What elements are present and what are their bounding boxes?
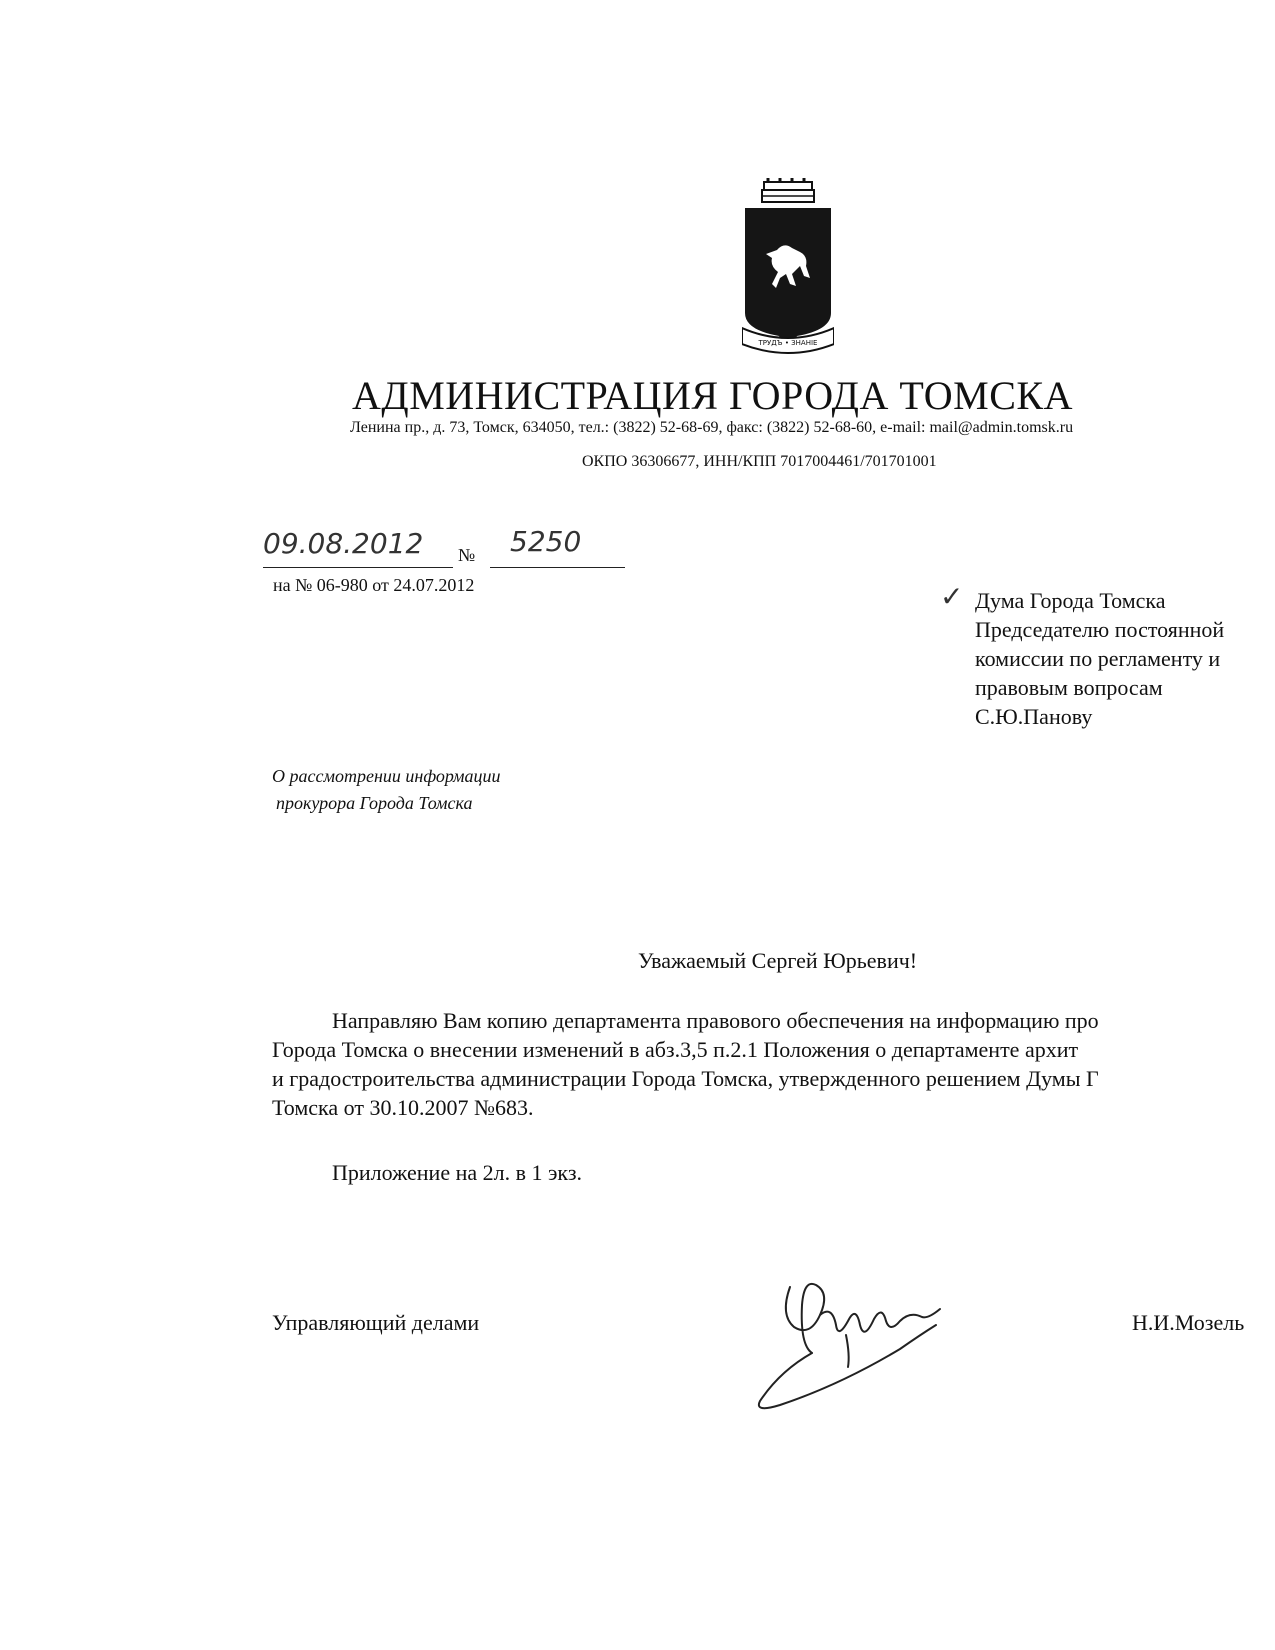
salutation: Уважаемый Сергей Юрьевич! [638,948,918,973]
date-underline [263,567,453,568]
number-underline [490,567,625,568]
body-line: и градостроительства администрации Города Томска, утвержденного решением Думы Г [272,1066,1099,1091]
organization-title: АДМИНИСТРАЦИЯ ГОРОДА ТОМСКА [352,373,1073,418]
svg-text:ТРУДЪ • ЗНАНIЕ: ТРУДЪ • ЗНАНIЕ [758,339,818,347]
reference-number: на № 06-980 от 24.07.2012 [273,575,475,595]
number-label: № [458,545,476,565]
addressee-line: Дума Города Томска [975,588,1166,613]
addressee-line: правовым вопросам [975,675,1163,700]
body-line: Томска от 30.10.2007 №683. [272,1095,534,1120]
handwritten-number: 5250 [510,525,582,558]
signer-name: Н.И.Мозель [1132,1310,1245,1335]
letter-body [272,1006,1099,1122]
attachment-note: Приложение на 2л. в 1 экз. [332,1160,583,1185]
letter-subject [272,763,500,817]
coat-of-arms-icon [742,178,834,360]
addressee-line: Председателю постоянной [975,617,1225,642]
organization-codes: ОКПО 36306677, ИНН/КПП 7017004461/701701001 [582,453,937,470]
body-line: Направляю Вам копию департамента правового обеспечения на информацию про [332,1008,1099,1033]
subject-line: О рассмотрении информации [272,766,501,786]
organization-address: Ленина пр., д. 73, Томск, 634050, тел.: (3822) 52-68-69, факс: (3822) 52-68-60, e-mail: mail@admin.tomsk.ru [350,419,1074,436]
addressee-line: комиссии по регламенту и [975,646,1221,671]
subject-line: прокурора Города Томска [276,793,473,813]
addressee-block [975,586,1224,731]
body-line: Города Томска о внесении изменений в абз.3,5 п.2.1 Положения о департаменте архит [272,1037,1079,1062]
handwritten-date: 09.08.2012 [263,527,424,560]
addressee-line: С.Ю.Панову [975,704,1093,729]
handwritten-signature [750,1275,990,1415]
check-mark-icon: ✓ [940,580,964,613]
signer-position: Управляющий делами [272,1310,480,1335]
